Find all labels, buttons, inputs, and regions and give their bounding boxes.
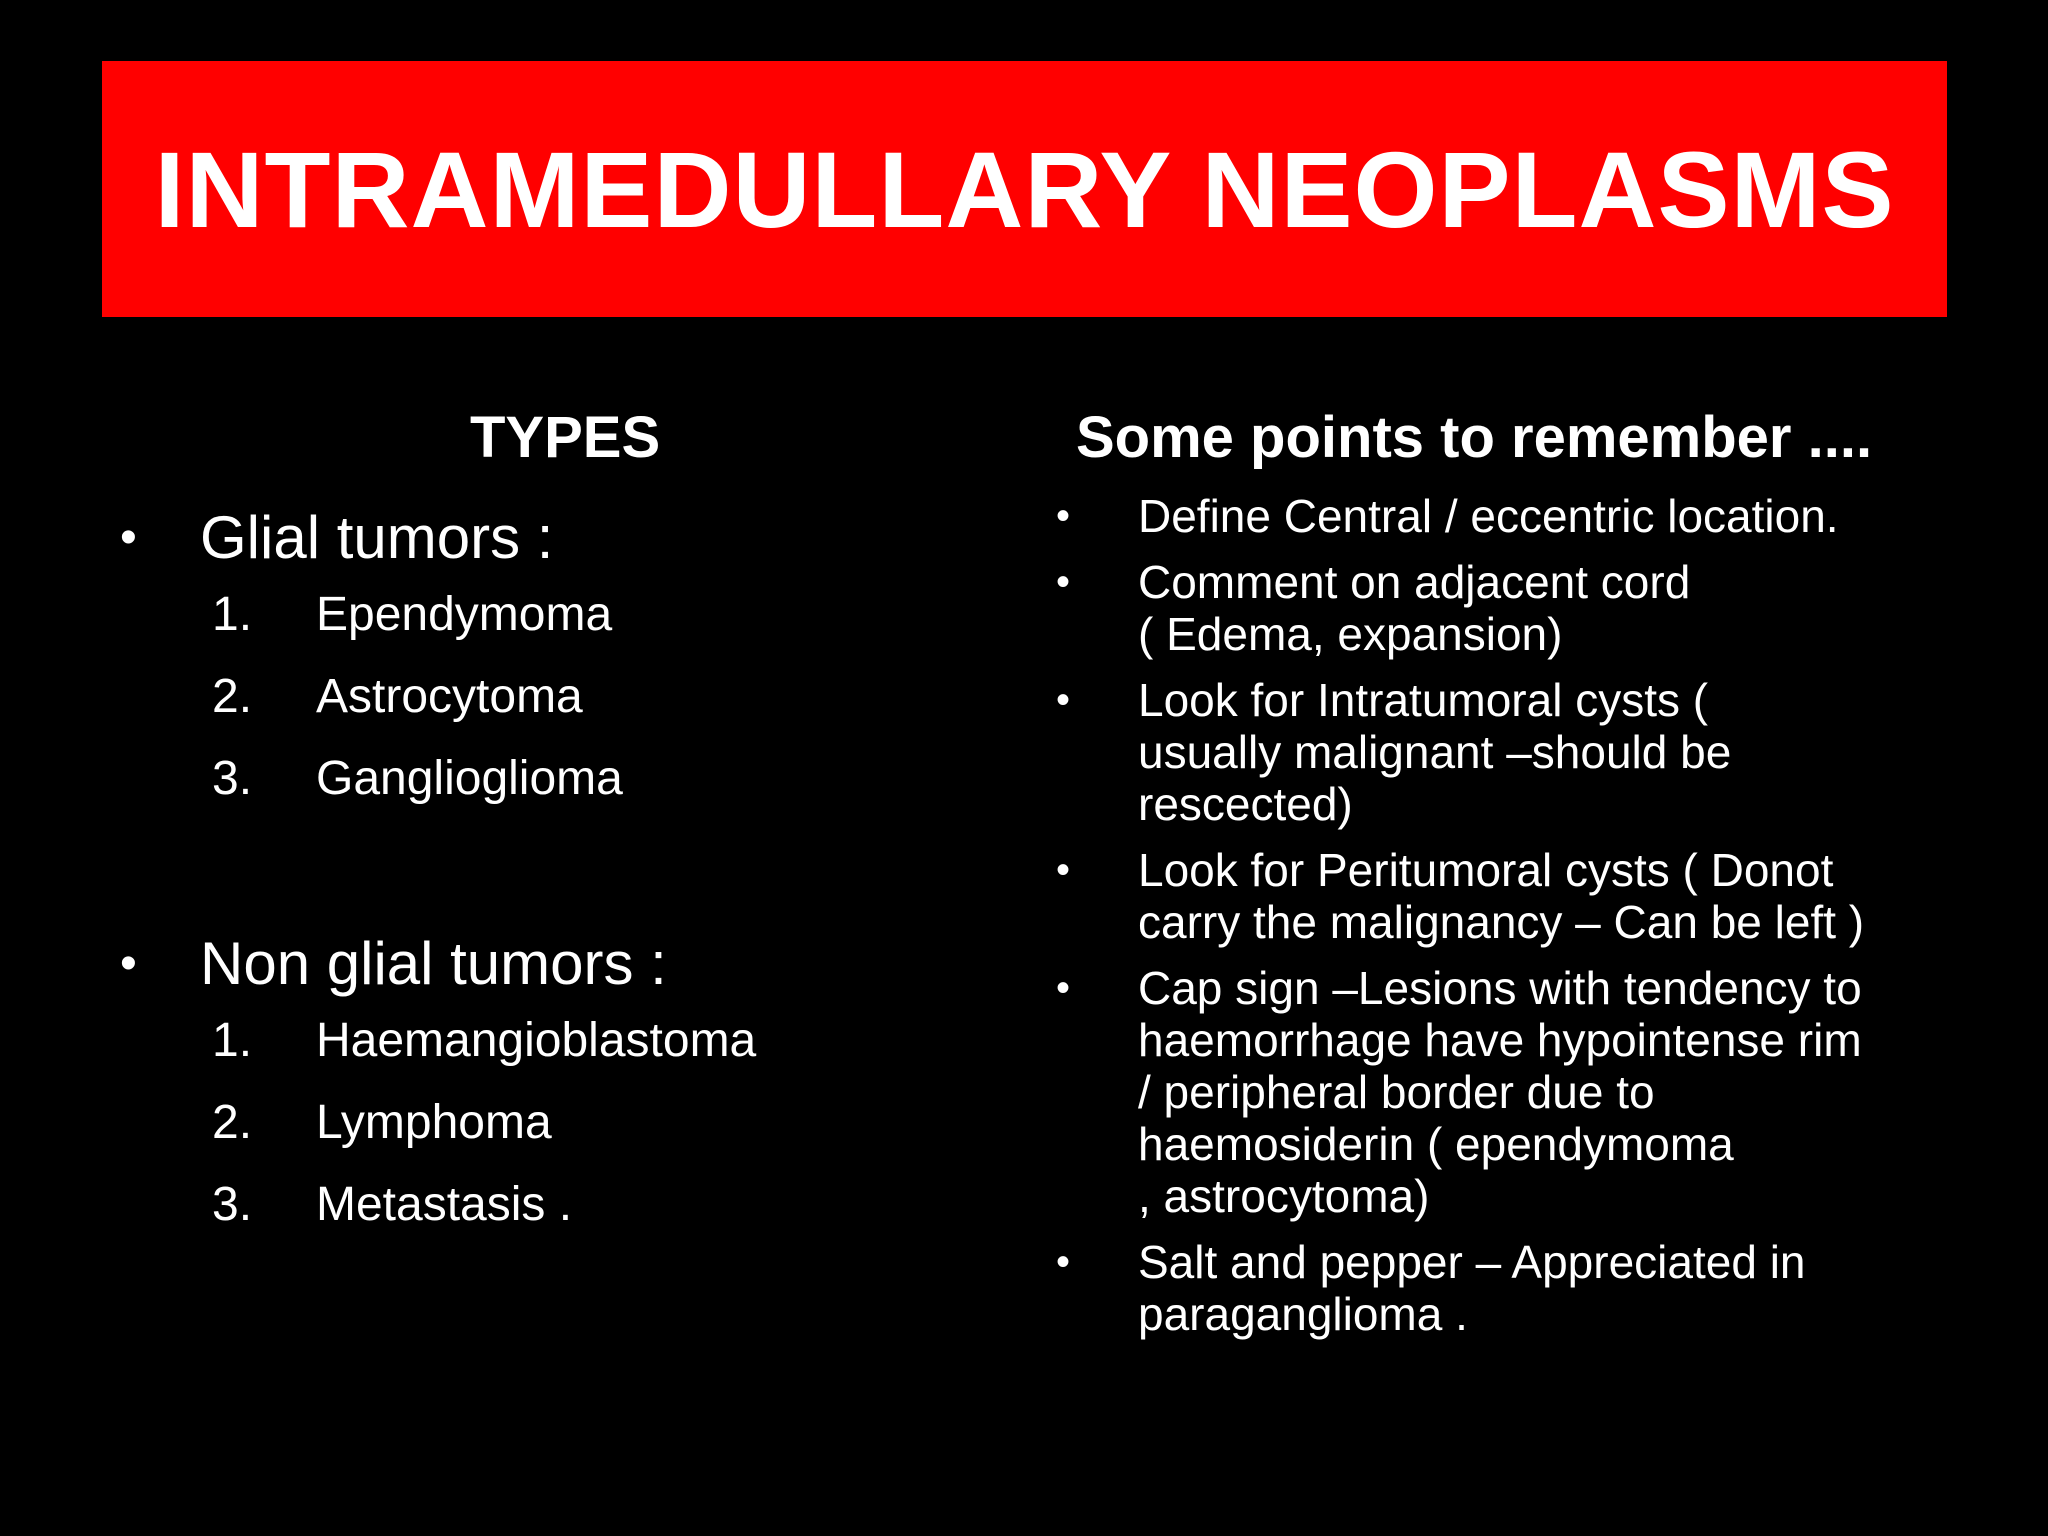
points-list <box>1050 490 1950 1354</box>
list-item <box>112 750 1012 832</box>
bullet-icon: • <box>1056 678 1071 722</box>
point-line: / peripheral border due to <box>1138 1066 1655 1118</box>
point-line: carry the malignancy – Can be left ) <box>1138 896 1865 948</box>
point-line: Look for Intratumoral cysts ( <box>1138 674 1709 726</box>
point-line: Define Central / eccentric location. <box>1138 490 1839 542</box>
item-text: Astrocytoma <box>316 670 583 723</box>
title-banner <box>102 61 1947 317</box>
item-text: Ependymoma <box>316 588 613 641</box>
list-item <box>112 1094 1012 1176</box>
types-heading: TYPES <box>470 405 661 470</box>
point-item <box>1050 1236 1950 1340</box>
point-line: ( Edema, expansion) <box>1138 608 1563 660</box>
point-line: Cap sign –Lesions with tendency to <box>1138 962 1862 1014</box>
point-item <box>1050 490 1950 542</box>
item-text: Haemangioblastoma <box>316 1014 757 1067</box>
item-number: 1. <box>212 588 253 641</box>
bullet-icon: • <box>120 937 137 990</box>
point-line: haemorrhage have hypointense rim <box>1138 1014 1862 1066</box>
item-number: 3. <box>212 1178 253 1231</box>
point-item <box>1050 556 1950 660</box>
item-text: Ganglioglioma <box>316 752 623 805</box>
slide-title: INTRAMEDULLARY NEOPLASMS <box>154 128 1895 250</box>
non-glial-tumors-group <box>112 928 1012 1246</box>
glial-tumors-group <box>112 502 1012 820</box>
point-line: rescected) <box>1138 778 1353 830</box>
non-glial-tumor-list <box>112 1012 1012 1258</box>
bullet-icon: • <box>1056 1240 1071 1284</box>
points-heading: Some points to remember .... <box>1076 405 1873 470</box>
item-text: Metastasis . <box>316 1178 573 1231</box>
point-line: usually malignant –should be <box>1138 726 1732 778</box>
glial-tumor-list <box>112 586 1012 832</box>
point-line: haemosiderin ( ependymoma <box>1138 1118 1734 1170</box>
group-title-non-glial <box>112 928 1012 1000</box>
point-line: Comment on adjacent cord <box>1138 556 1691 608</box>
point-line: , astrocytoma) <box>1138 1170 1430 1222</box>
bullet-icon: • <box>1056 560 1071 604</box>
list-item <box>112 1176 1012 1258</box>
point-line: Look for Peritumoral cysts ( Donot <box>1138 844 1834 896</box>
point-line: paraganglioma . <box>1138 1288 1468 1340</box>
point-item <box>1050 962 1950 1222</box>
item-number: 3. <box>212 752 253 805</box>
point-item <box>1050 674 1950 830</box>
group-title-text: Glial tumors : <box>200 504 554 571</box>
group-title-glial <box>112 502 1012 574</box>
bullet-icon: • <box>120 511 137 564</box>
bullet-icon: • <box>1056 494 1071 538</box>
group-title-text: Non glial tumors : <box>200 930 667 997</box>
bullet-icon: • <box>1056 848 1071 892</box>
list-item <box>112 1012 1012 1094</box>
list-item <box>112 586 1012 668</box>
point-item <box>1050 844 1950 948</box>
list-item <box>112 668 1012 750</box>
item-number: 2. <box>212 670 253 723</box>
item-text: Lymphoma <box>316 1096 552 1149</box>
bullet-icon: • <box>1056 966 1071 1010</box>
item-number: 2. <box>212 1096 253 1149</box>
item-number: 1. <box>212 1014 253 1067</box>
point-line: Salt and pepper – Appreciated in <box>1138 1236 1806 1288</box>
